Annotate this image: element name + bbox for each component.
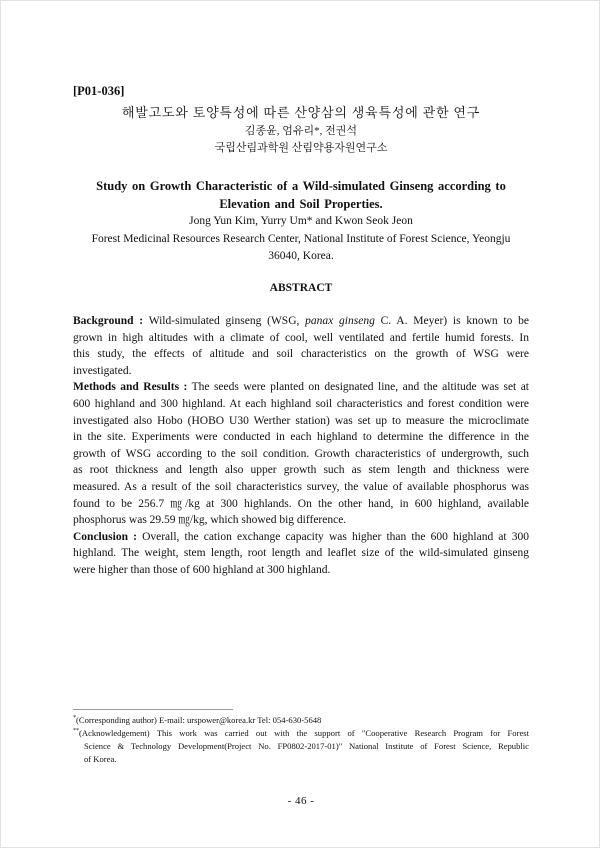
- methods-line: as root thickness and length also upper growth such as stem length and thickness were: [73, 464, 529, 477]
- english-authors: Jong Yun Kim, Yurry Um* and Kwon Seok Jeon: [189, 215, 413, 227]
- background-text: Wild-simulated ginseng (WSG,: [148, 315, 300, 327]
- methods-line: investigated also Hobo (HOBO U30 Werther station) was set up to measure the microclimate: [73, 414, 529, 427]
- poster-id: [P01-036]: [73, 84, 125, 98]
- conclusion-line: [73, 529, 529, 546]
- methods-line: in the site. Experiments were conducted in each highland to determine the difference in the: [73, 431, 529, 444]
- conclusion-line: were higher than those of 600 highland at 300 highland.: [73, 563, 331, 576]
- korean-title: 해발고도와 토양특성에 따른 산양삼의 생육특성에 관한 연구: [121, 105, 481, 120]
- background-line: this study, the effects of altitude and soil characteristics on the growth of WSG were: [73, 348, 529, 361]
- english-title-line-1: Study on Growth Characteristic of a Wild-simulated Ginseng according to: [96, 179, 506, 193]
- methods-text: The seeds were planted on designated line, and the altitude was set at: [191, 381, 529, 394]
- conclusion-text: Overall, the cation exchange capacity was higher than the 600 highland at 300: [142, 530, 530, 543]
- footnote-text: (Acknowledgement) This work was carried out with the support of "Cooperative Research Program for Forest: [79, 728, 529, 738]
- background-line: [73, 313, 529, 330]
- korean-authors: 김종윤, 엄유리*, 전권석: [244, 125, 358, 137]
- background-label: Background :: [73, 315, 144, 327]
- methods-line: growth of WSG according to the soil condition. Growth characteristics of undergrowth, such: [73, 447, 529, 460]
- footnote-divider: [73, 709, 233, 710]
- footnote-marker: **: [73, 728, 79, 734]
- abstract-heading: ABSTRACT: [269, 282, 333, 294]
- methods-line: [73, 379, 529, 396]
- footnote-acknowledgement: [73, 727, 529, 740]
- footnote-text: (Corresponding author) E-mail: urspower@korea.kr Tel: 054-630-5648: [76, 715, 322, 725]
- methods-line: phosphorus was 29.59 ㎎/kg, which showed big difference.: [73, 514, 347, 527]
- conclusion-line: highland. The weight, stem length, root length and leaflet size of the wild-simulated ginseng: [73, 547, 529, 560]
- background-line: grown in high altitudes with a climate of cool, well ventilated and fertile humid forests. In: [73, 331, 529, 344]
- background-text: C. A. Meyer) is known to be: [380, 315, 529, 327]
- methods-line: found to be 256.7 ㎎/kg at 300 highlands. On the other hand, in 600 highland, available: [73, 497, 529, 510]
- footnote-marker: *: [73, 715, 76, 721]
- page-number: - 46 -: [287, 795, 315, 807]
- english-affiliation-line-1: Forest Medicinal Resources Research Center, National Institute of Forest Science, Yeongju: [91, 233, 511, 245]
- english-title-line-2: Elevation and Soil Properties.: [219, 197, 383, 211]
- footnote-acknowledgement-line: Science & Technology Development(Project No. FP0802-2017-01)" National Institute of Forest Science, Republic: [84, 741, 529, 751]
- methods-line: 600 highland and 300 highland. At each highland soil characteristics and forest condition were: [73, 397, 529, 410]
- footnote-acknowledgement-line: of Korea.: [84, 754, 117, 764]
- footnotes: [73, 714, 529, 766]
- korean-affiliation: 국립산림과학원 산림약용자원연구소: [214, 142, 388, 154]
- abstract-body: [73, 313, 529, 579]
- background-line: investigated.: [73, 364, 132, 377]
- conclusion-label: Conclusion :: [73, 530, 137, 543]
- methods-line: measured. As a result of the soil characteristics survey, the value of available phosphorus was: [73, 480, 529, 493]
- methods-label: Methods and Results :: [73, 381, 188, 394]
- footnote-corresponding: [73, 714, 529, 727]
- english-affiliation-line-2: 36040, Korea.: [268, 250, 334, 262]
- species-name-italic: panax ginseng: [305, 315, 375, 327]
